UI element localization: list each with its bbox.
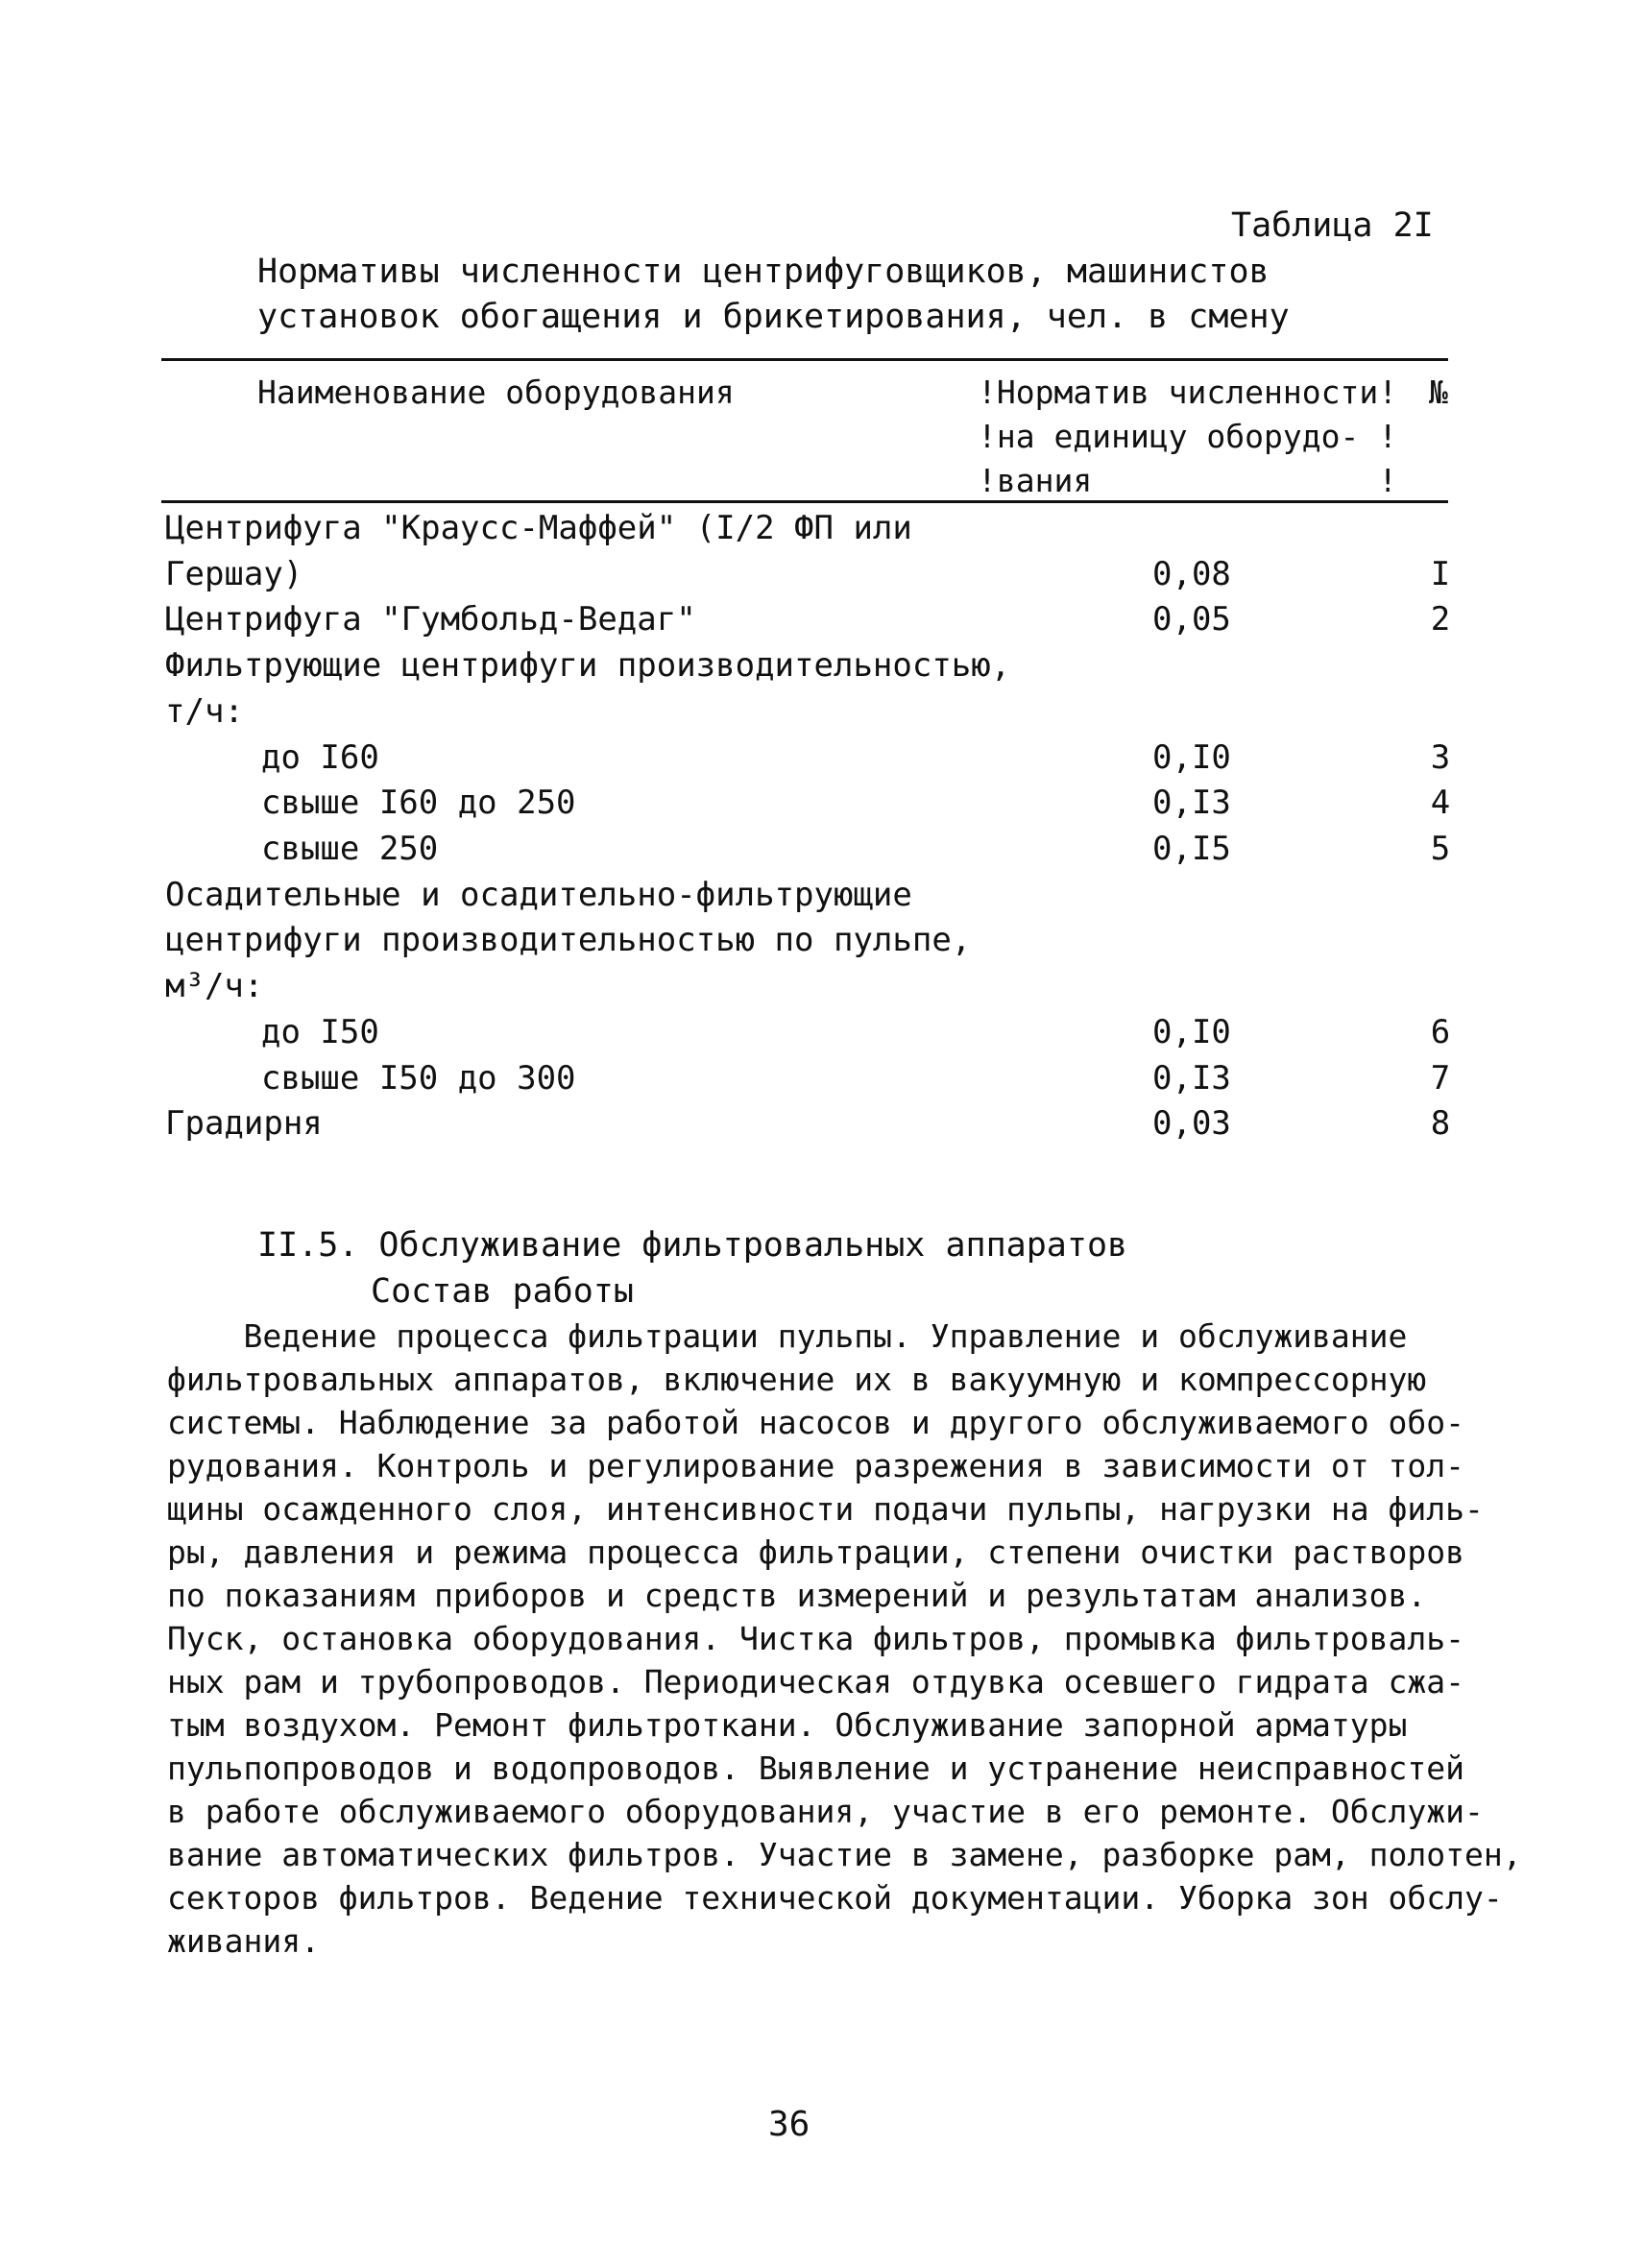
paragraph-line: пульпопроводов и водопроводов. Выявление и устранение неисправностей (167, 1749, 1465, 1787)
table-top-rule (161, 358, 1448, 361)
row-number: 7 (1430, 1059, 1451, 1098)
paragraph-line: Пуск, остановка оборудования. Чистка фильтров, промывка фильтроваль- (167, 1620, 1465, 1657)
row-value: 0,I0 (1152, 1013, 1231, 1051)
paragraph-line: вание автоматических фильтров. Участие в замене, разборке рам, полотен, (167, 1836, 1522, 1873)
section-subheading: Состав работы (371, 1272, 634, 1311)
row-name: до I50 (261, 1013, 379, 1051)
row-name: свыше I60 до 250 (261, 784, 576, 822)
section-heading: II.5. Обслуживание фильтровальных аппаратов (257, 1226, 1128, 1265)
page-number: 36 (768, 2105, 810, 2144)
paragraph-line: системы. Наблюдение за работой насосов и другого обслуживаемого обо- (167, 1404, 1465, 1441)
row-value: 0,08 (1152, 555, 1231, 593)
table-label: Таблица 2I (1231, 206, 1434, 245)
row-number: 5 (1430, 830, 1451, 868)
row-value: 0,I3 (1152, 1059, 1231, 1098)
paragraph-line: ных рам и трубопроводов. Периодическая отдувка осевшего гидрата сжа- (167, 1663, 1465, 1701)
paragraph-line: рудования. Контроль и регулирование разрежения в зависимости от тол- (167, 1447, 1465, 1484)
paragraph-line: Ведение процесса фильтрации пульпы. Управление и обслуживание (167, 1317, 1408, 1355)
header-norm-line-3: !вания ! (978, 462, 1398, 499)
row-number: I (1430, 555, 1451, 593)
table-title-line-1: Нормативы численности центрифуговщиков, машинистов (257, 253, 1270, 291)
row-name: до I60 (261, 738, 379, 777)
row-number: 4 (1430, 784, 1451, 822)
row-name: Осадительные и осадительно-фильтрующие (165, 876, 912, 914)
header-norm-line-1: !Норматив численности! (978, 374, 1398, 411)
row-name: Градирня (165, 1104, 323, 1143)
header-bottom-rule (161, 500, 1448, 503)
paragraph-line: в работе обслуживаемого оборудования, участие в его ремонте. Обслужи- (167, 1793, 1484, 1830)
row-name: т/ч: (165, 692, 244, 731)
row-name: свыше I50 до 300 (261, 1059, 576, 1098)
row-name: м³/ч: (165, 967, 264, 1005)
header-number: № (1429, 374, 1448, 411)
row-number: 2 (1430, 600, 1451, 639)
row-value: 0,I3 (1152, 784, 1231, 822)
paragraph-line: щины осажденного слоя, интенсивности подачи пульпы, нагрузки на филь- (167, 1490, 1484, 1528)
row-name: Фильтрующие центрифуги производительностью, (165, 646, 1011, 685)
row-value: 0,03 (1152, 1104, 1231, 1143)
paragraph-line: секторов фильтров. Ведение технической документации. Уборка зон обслу- (167, 1879, 1503, 1917)
row-name: Гершау) (165, 555, 303, 593)
paragraph-line: по показаниям приборов и средств измерений и результатам анализов. (167, 1577, 1427, 1614)
paragraph-line: фильтровальных аппаратов, включение их в вакуумную и компрессорную (167, 1361, 1427, 1398)
row-name: центрифуги производительностью по пульпе, (165, 921, 972, 959)
row-name: Центрифуга "Краусс-Маффей" (I/2 ФП или (165, 509, 912, 547)
row-value: 0,I0 (1152, 738, 1231, 777)
row-number: 3 (1430, 738, 1451, 777)
paragraph-line: живания. (167, 1922, 320, 1960)
table-title-line-2: установок обогащения и брикетирования, чел. в смену (257, 298, 1290, 336)
paragraph-line: тым воздухом. Ремонт фильтроткани. Обслуживание запорной арматуры (167, 1706, 1408, 1744)
row-number: 8 (1430, 1104, 1451, 1143)
paragraph-line: ры, давления и режима процесса фильтрации, степени очистки растворов (167, 1533, 1465, 1571)
row-value: 0,05 (1152, 600, 1231, 639)
header-norm-line-2: !на единицу оборудо- ! (978, 418, 1398, 455)
header-equipment-name: Наименование оборудования (257, 374, 735, 411)
row-name: свыше 250 (261, 830, 439, 868)
row-name: Центрифуга "Гумбольд-Ведаг" (165, 600, 696, 639)
row-number: 6 (1430, 1013, 1451, 1051)
row-value: 0,I5 (1152, 830, 1231, 868)
